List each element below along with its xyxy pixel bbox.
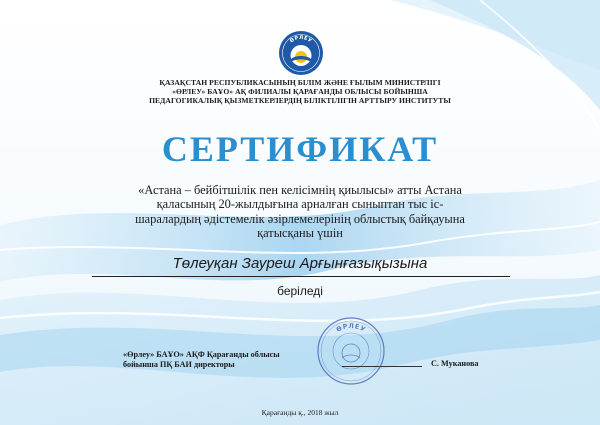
recipient-name: Төлеуқан Зауреш Арғынғазықызына — [172, 255, 428, 272]
signatory-name: С. Муканова — [431, 359, 479, 368]
description-line-3: шаралардың әдістемелік әзірлемелерінің облыстық байқауына — [135, 211, 465, 226]
ministry-line-2: «ӨРЛЕУ» БАҰО» АҚ ФИЛИАЛЫ ҚАРАҒАНДЫ ОБЛЫСЫ БОЙЫНША — [172, 87, 428, 97]
logo-arc-text: ӨРЛЕУ — [288, 34, 314, 45]
certificate-title: СЕРТИФИКАТ — [161, 129, 439, 169]
recipient-underline — [92, 276, 510, 277]
signatory-position — [123, 350, 280, 369]
given-text: беріледі — [277, 284, 323, 298]
description-line-4: қатысқаны үшін — [257, 225, 343, 240]
description-line-2: қаласының 20-жылдығына арналған сыныптан тыс іс- — [156, 197, 444, 212]
orleu-logo — [278, 30, 324, 76]
official-stamp — [316, 316, 386, 386]
award-description — [100, 183, 500, 240]
ministry-line-1: ҚАЗАҚСТАН РЕСПУБЛИКАСЫНЫҢ БІЛІМ ЖӘНЕ ҒЫЛЫМ МИНИСТРЛІГІ — [159, 78, 441, 87]
signatory-position-line-2: бойынша ПҚ БАИ директоры — [123, 359, 235, 369]
signature-line — [342, 366, 422, 367]
svg-text:ӨРЛЕУ — [335, 322, 367, 334]
description-line-1: «Астана – бейбітшілік пен келісімнің қиылысы» атты Астана — [138, 183, 462, 197]
ministry-header — [0, 78, 600, 106]
signatory-position-line-1: «Өрлеу» БАҰО» АҚФ Қарағанды облысы — [123, 350, 280, 359]
stamp-text: ӨРЛЕУ — [334, 321, 368, 334]
ministry-line-3: ПЕДАГОГИКАЛЫҚ ҚЫЗМЕТКЕРЛЕРДІҢ БІЛІКТІЛІГІН АРТТЫРУ ИНСТИТУТЫ — [149, 96, 451, 106]
issue-place-date: Қарағанды қ., 2018 жыл — [261, 408, 339, 417]
